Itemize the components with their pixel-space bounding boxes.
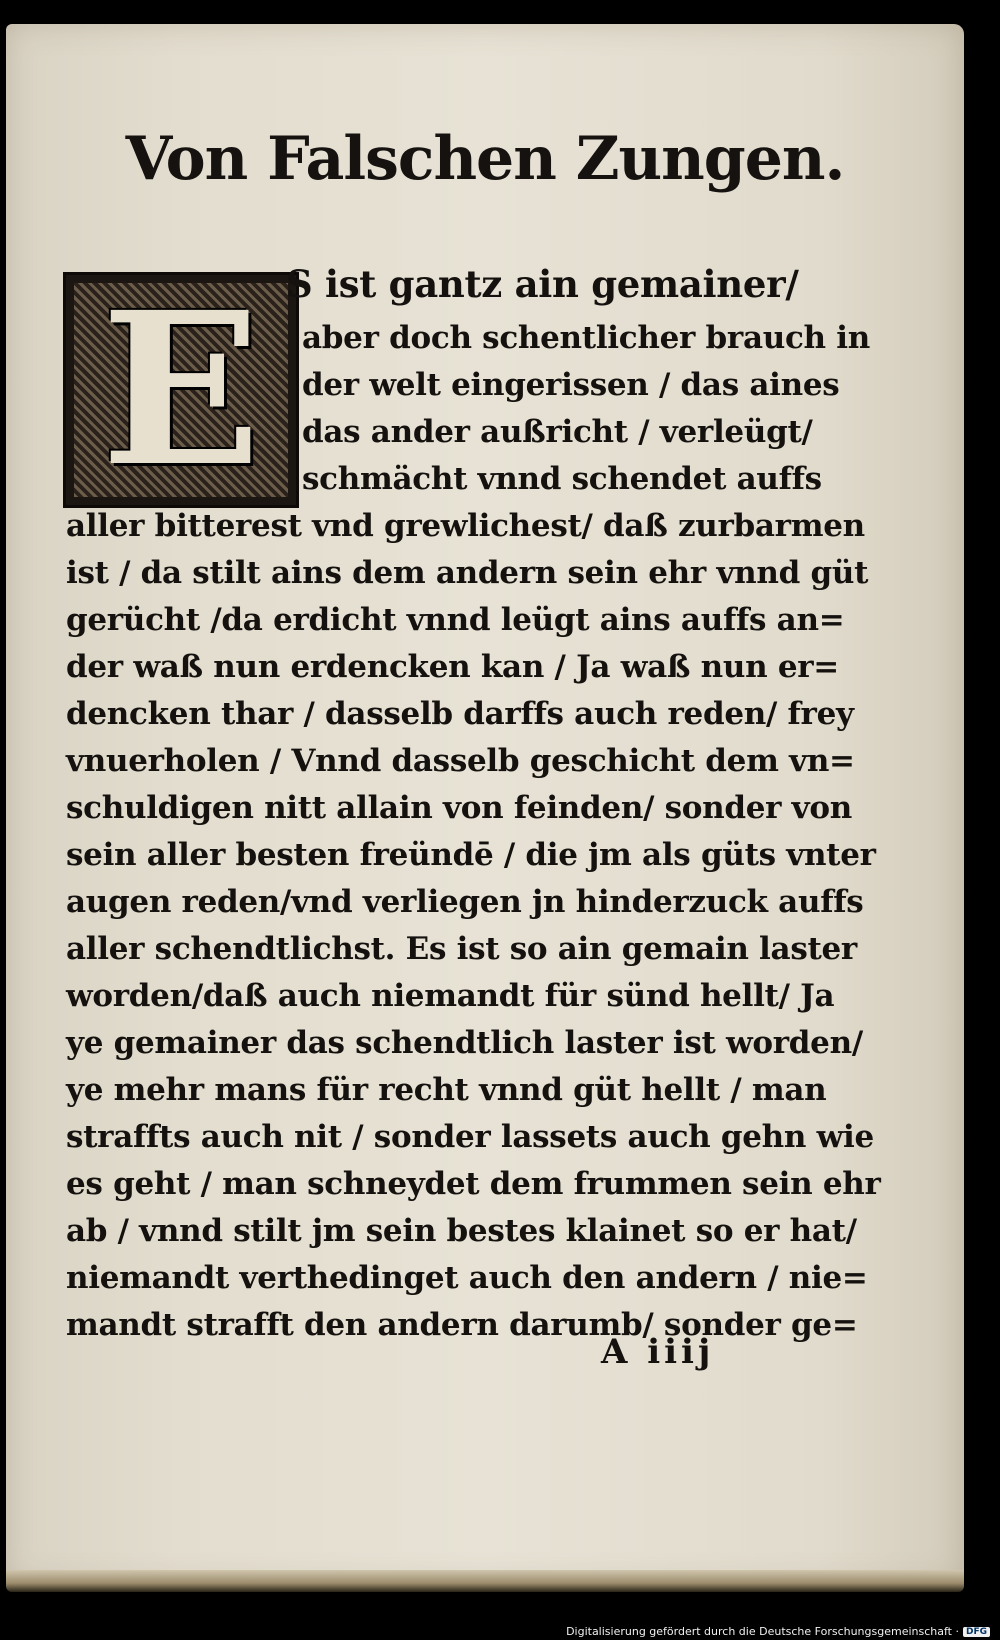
- dfg-logo-icon: DFG: [963, 1627, 990, 1637]
- book-page: [6, 24, 964, 1584]
- text-line: der waß nun erdencken kan / Ja waß nun er=: [66, 649, 839, 685]
- signature-mark: A iiij: [601, 1332, 715, 1372]
- text-line: dencken thar / dasselb darffs auch reden/ frey: [66, 696, 854, 732]
- text-line: vnuerholen / Vnnd dasselb geschicht dem vn=: [66, 743, 855, 779]
- text-line: schuldigen nitt allain von feinden/ sonder von: [66, 790, 853, 826]
- text-line: schmächt vnnd schendet auffs: [302, 461, 822, 497]
- text-line: das ander außricht / verleügt/: [302, 414, 813, 450]
- text-line: mandt strafft den andern darumb/ sonder ge=: [66, 1307, 858, 1343]
- text-line: ist / da stilt ains dem andern sein ehr vnnd güt: [66, 555, 869, 591]
- text-line: ye mehr mans für recht vnnd güt hellt / man: [66, 1072, 827, 1108]
- text-line: es geht / man schneydet dem frummen sein ehr: [66, 1166, 881, 1202]
- text-line: aller schendtlichst. Es ist so ain gemain laster: [66, 931, 857, 967]
- text-line: ab / vnnd stilt jm sein bestes klainet so er hat/: [66, 1213, 857, 1249]
- text-line: S ist gantz ain gemainer/: [286, 262, 799, 306]
- body-text: [6, 24, 964, 1584]
- text-line: niemandt verthedinget auch den andern / nie=: [66, 1260, 868, 1296]
- digitization-footer: [566, 1625, 990, 1638]
- text-line: straffts auch nit / sonder lassets auch gehn wie: [66, 1119, 874, 1155]
- text-line: augen reden/vnd verliegen jn hinderzuck auffs: [66, 884, 864, 920]
- text-line: worden/daß auch niemandt für sünd hellt/ Ja: [66, 978, 835, 1014]
- initial-letter: E: [100, 266, 262, 513]
- text-line: aller bitterest vnd grewlichest/ daß zurbarmen: [66, 508, 865, 544]
- page-edge: [6, 1570, 964, 1592]
- text-line: der welt eingerissen / das aines: [302, 367, 840, 403]
- footer-text: Digitalisierung gefördert durch die Deutsche Forschungsgemeinschaft ·: [566, 1625, 959, 1638]
- text-line: gerücht /da erdicht vnnd leügt ains auffs an=: [66, 602, 845, 638]
- text-line: ye gemainer das schendtlich laster ist worden/: [66, 1025, 863, 1061]
- page-heading: Von Falschen Zungen.: [125, 124, 845, 194]
- text-line: aber doch schentlicher brauch in: [302, 320, 870, 356]
- text-line: sein aller besten freündē / die jm als güts vnter: [66, 837, 876, 873]
